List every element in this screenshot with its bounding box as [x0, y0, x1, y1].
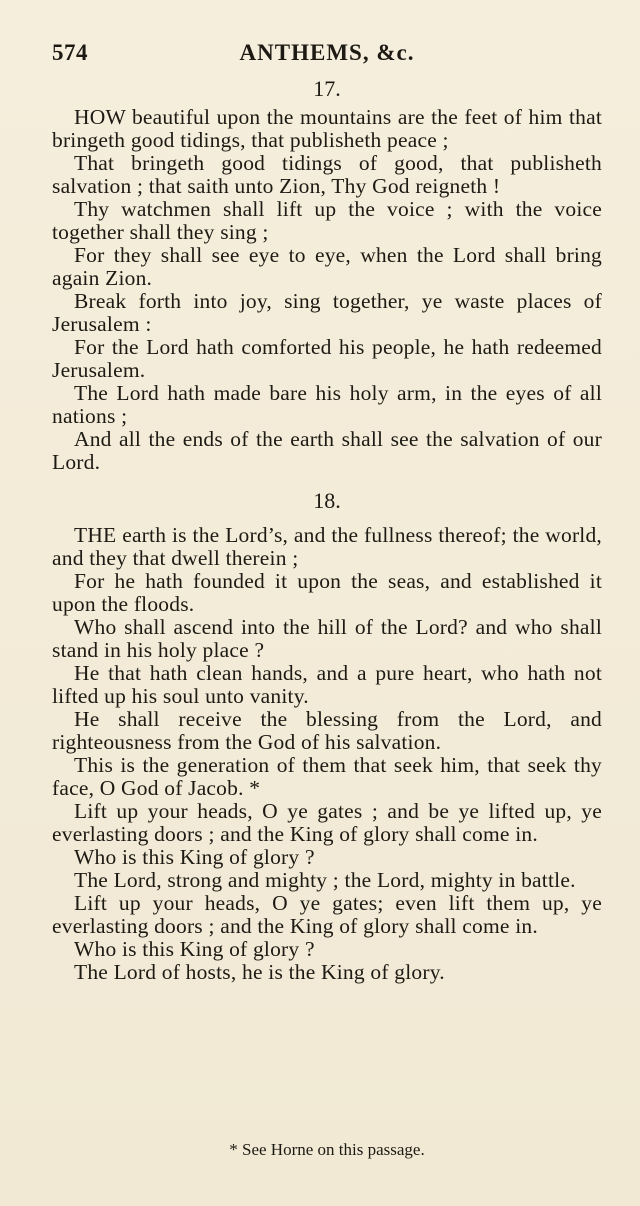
verse: That bringeth good tidings of good, that publisheth salvation ; that saith unto Zion, Thy God reigneth !: [52, 151, 602, 198]
verse: THE earth is the Lord’s, and the fullness thereof; the world, and they that dwell therein ;: [52, 523, 602, 570]
verse: This is the generation of them that seek him, that seek thy face, O God of Jacob. *: [52, 753, 602, 800]
verse: He shall receive the blessing from the Lord, and righteousness from the God of his salvation.: [52, 707, 602, 754]
verse: For they shall see eye to eye, when the Lord shall bring again Zion.: [52, 243, 602, 290]
verse: Lift up your heads, O ye gates; even lift them up, ye everlasting doors ; and the King of glory shall come in.: [52, 891, 602, 938]
verse: The Lord of hosts, he is the King of glory.: [74, 960, 445, 984]
verse: Who is this King of glory ?: [74, 845, 315, 869]
verse: The Lord, strong and mighty ; the Lord, mighty in battle.: [74, 868, 576, 892]
verse: The Lord hath made bare his holy arm, in the eyes of all nations ;: [52, 381, 602, 428]
verse: Lift up your heads, O ye gates ; and be ye lifted up, ye everlasting doors ; and the King of glory shall come in.: [52, 799, 602, 846]
page-header: [52, 32, 602, 76]
anthem-number: 18.: [313, 488, 341, 513]
verse: For the Lord hath comforted his people, he hath redeemed Jerusalem.: [52, 335, 602, 382]
verse: Break forth into joy, sing together, ye waste places of Jerusalem :: [52, 289, 602, 336]
verse: For he hath founded it upon the seas, and established it upon the floods.: [52, 569, 602, 616]
anthem-18: [52, 488, 602, 984]
verse: He that hath clean hands, and a pure heart, who hath not lifted up his soul unto vanity.: [52, 661, 602, 708]
footnote: * See Horne on this passage.: [229, 1140, 425, 1159]
verse: HOW beautiful upon the mountains are the feet of him that bringeth good tidings, that publisheth peace ;: [52, 105, 602, 152]
page-number: 574: [52, 40, 88, 65]
verse: Who is this King of glory ?: [74, 937, 315, 961]
anthem-number: 17.: [313, 76, 341, 101]
anthem-17: [52, 76, 602, 474]
verse: Who shall ascend into the hill of the Lord? and who shall stand in his holy place ?: [52, 615, 602, 662]
verse: Thy watchmen shall lift up the voice ; with the voice together shall they sing ;: [52, 197, 602, 244]
running-head: ANTHEMS, &c.: [239, 40, 415, 65]
verse: And all the ends of the earth shall see the salvation of our Lord.: [52, 427, 602, 474]
